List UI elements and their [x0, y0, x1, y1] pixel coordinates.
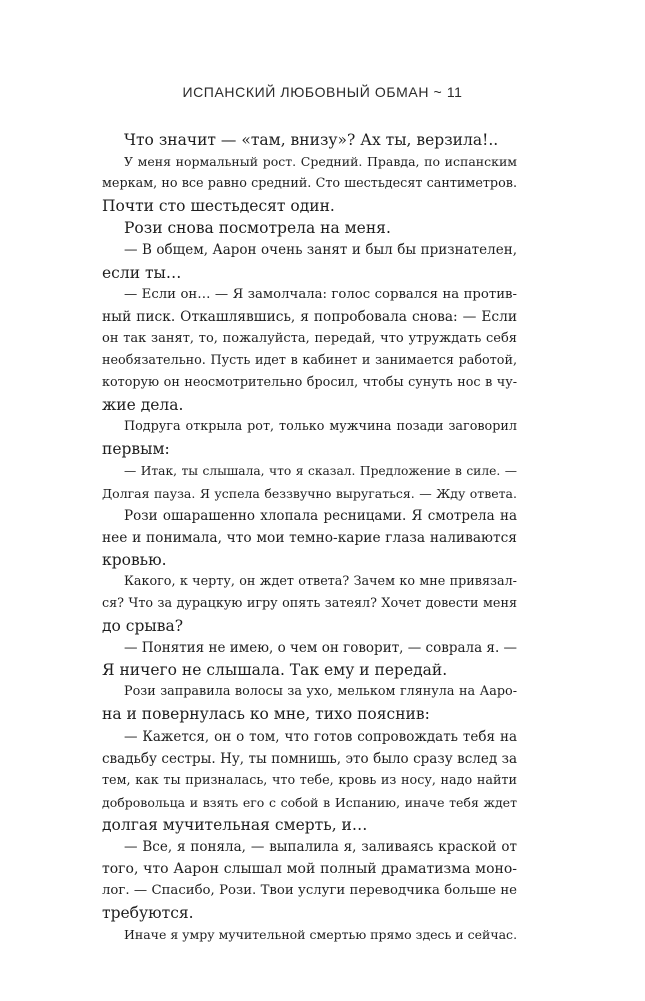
- text-line: Я ничего не слышала. Так ему и передай.: [102, 661, 448, 680]
- text-line: Какого, к черту, он ждет ответа? Зачем ко мне привязал-: [124, 573, 517, 589]
- text-line: он так занят, то, пожалуйста, передай, что утруждать себя: [102, 330, 517, 346]
- text-line: Долгая пауза. Я успела беззвучно выругаться. — Жду ответа.: [102, 485, 517, 501]
- text-line: — Понятия не имею, о чем он говорит, — соврала я. —: [124, 640, 518, 657]
- text-line: — В общем, Аарон очень занят и был бы признателен,: [124, 242, 517, 259]
- text-line: У меня нормальный рост. Средний. Правда, по испанским: [124, 154, 517, 170]
- page-number: 11: [446, 84, 463, 100]
- text-line: долгая мучительная смерть, и…: [102, 815, 368, 834]
- text-line: требуются.: [102, 904, 194, 923]
- text-line: Рози заправила волосы за ухо, мельком глянула на Аaро-: [124, 684, 517, 700]
- text-line: того, что Аарон слышал мой полный драматизма моно-: [102, 861, 517, 878]
- text-line: первым:: [102, 440, 170, 459]
- text-line: меркам, но все равно средний. Сто шестьдесят сантиметров.: [102, 176, 517, 192]
- text-line: — Если он… — Я замолчала: голос сорвался на против-: [124, 286, 517, 302]
- text-line: — Все, я поняла, — выпалила я, заливаясь краской от: [124, 839, 517, 855]
- text-line: необязательно. Пусть идет в кабинет и занимается работой,: [102, 352, 517, 368]
- body-text: [102, 129, 517, 946]
- book-title: ИСПАНСКИЙ ЛЮБОВНЫЙ ОБМАН: [182, 84, 430, 100]
- text-line: кровью.: [102, 550, 167, 569]
- text-line: Иначе я умру мучительной смертью прямо здесь и сейчас.: [124, 927, 518, 943]
- running-head: [0, 84, 645, 100]
- text-line: Почти сто шестьдесят один.: [102, 197, 335, 216]
- text-line: если ты…: [102, 263, 182, 282]
- text-line: лог. — Спасибо, Рози. Твои услуги переводчика больше не: [102, 883, 517, 899]
- title-separator: ~: [433, 84, 443, 100]
- text-line: Что значит — «там, внизу»? Ах ты, верзила!..: [124, 131, 499, 149]
- text-line: которую он неосмотрительно бросил, чтобы сунуть нос в чу-: [102, 375, 517, 391]
- text-line: Рози снова посмотрела на меня.: [124, 219, 391, 238]
- text-line: до срыва?: [102, 617, 184, 636]
- text-line: на и повернулась ко мне, тихо пояснив:: [102, 705, 430, 724]
- text-line: добровольца и взять его с собой в Испанию, иначе тебя ждет: [102, 794, 517, 810]
- text-line: нее и понимала, что мои темно-карие глаза наливаются: [102, 529, 517, 546]
- text-line: Подруга открыла рот, только мужчина позади заговорил: [124, 419, 517, 435]
- text-line: Рози ошарашенно хлопала ресницами. Я смотрела на: [124, 507, 517, 524]
- text-line: свадьбу сестры. Ну, ты помнишь, это было сразу вслед за: [102, 750, 517, 767]
- text-line: — Кажется, он о том, что готов сопровождать тебя на: [124, 728, 517, 745]
- text-line: жие дела.: [102, 396, 184, 415]
- text-line: тем, как ты призналась, что тебе, кровь из носу, надо найти: [102, 772, 517, 788]
- text-line: ся? Что за дурацкую игру опять затеял? Хочет довести меня: [102, 595, 517, 611]
- text-line: ный писк. Откашлявшись, я попробовала снова: — Если: [102, 308, 517, 325]
- text-line: — Итак, ты слышала, что я сказал. Предложение в силе. —: [124, 464, 517, 479]
